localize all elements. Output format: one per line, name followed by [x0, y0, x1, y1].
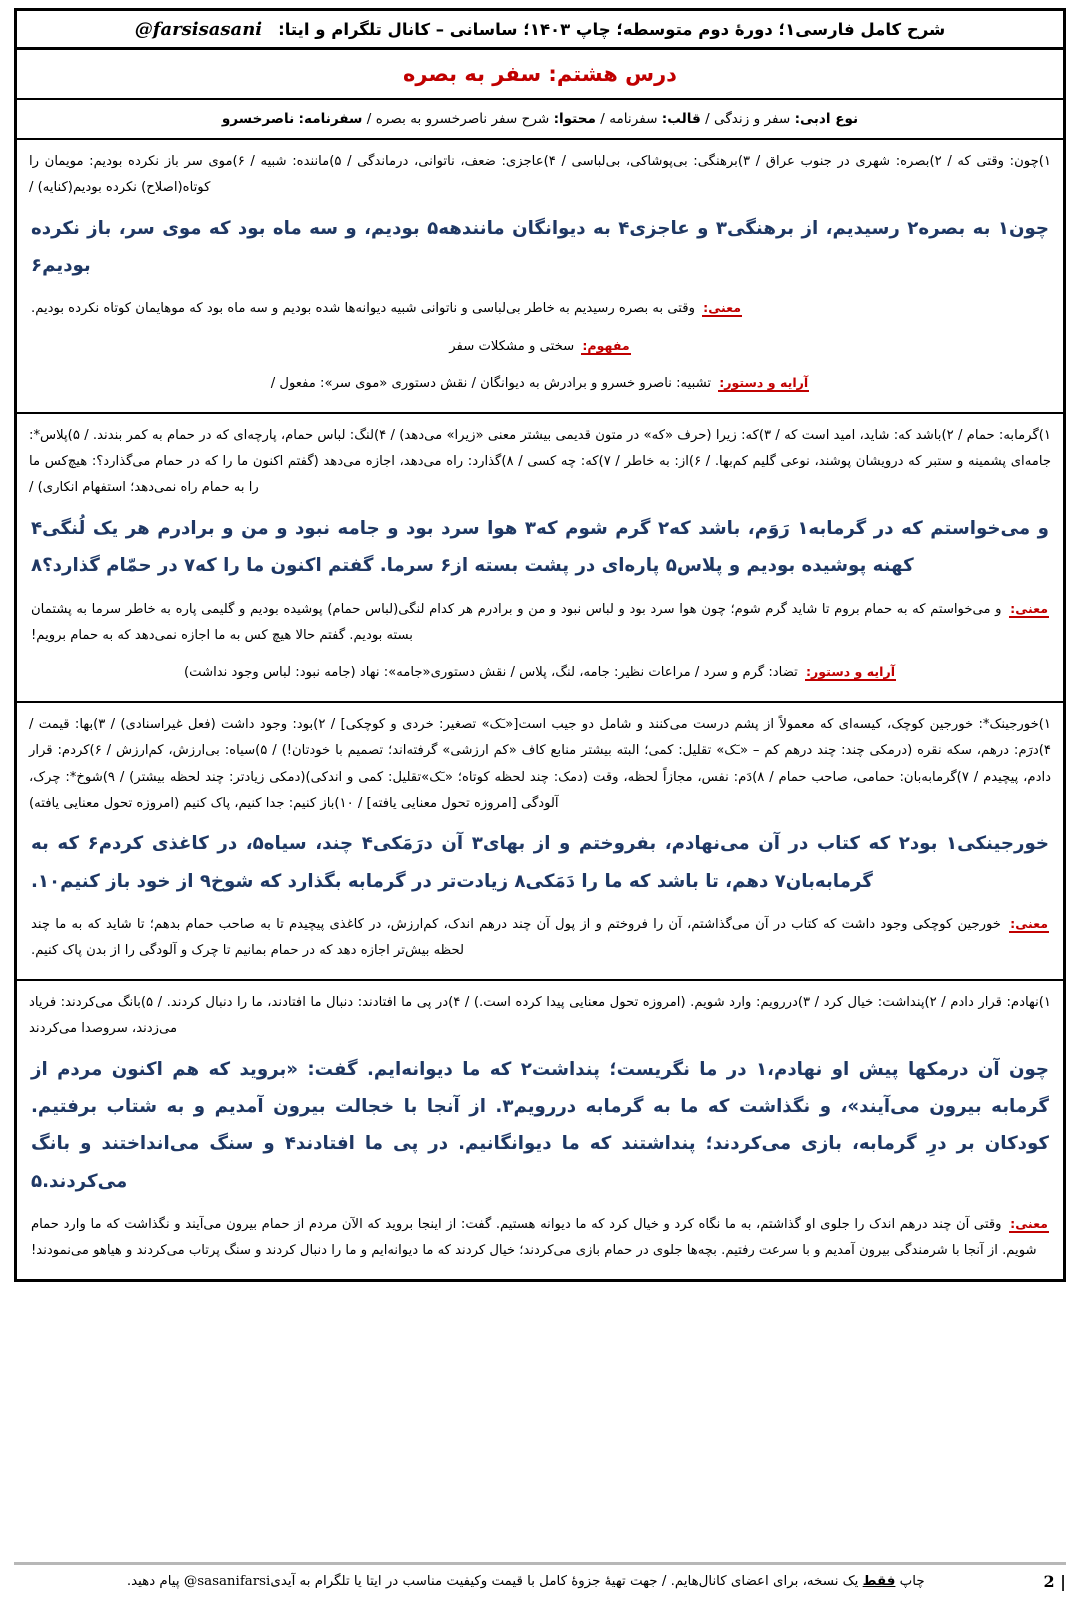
section-arayeh-row [29, 654, 1051, 691]
header-banner [14, 8, 1066, 50]
section-glossary-notes: ۱)گرمابه: حمام / ۲)باشد که: شاید، امید است که / ۳)که: زیرا (حرف «که» در متون قدیمی بیشتر معنی «زیرا» می‌دهد) / ۴)لنگ: لباس حمام، پارچه‌ای که در حمام به کمر بندند. / ۵)پلاس*: جامه‌ای پشمینه و ستبر که درویشان پوشند، نوعی گلیم کم‌بها. / ۶)از: به خاطر / ۷)که: چه کسی / ۸)گذارد: راه می‌دهد، اجازه می‌دهد (گفتم اکنون ما را که در حمام می‌گذارد؟: هیچ‌کس ما را به حمام راه نمی‌دهد؛ استفهام انکاری) / [29, 427, 1052, 496]
page-footer [14, 1562, 1066, 1591]
section-meaning-row [29, 1206, 1051, 1270]
footer-note [14, 1574, 1037, 1589]
lesson-title-row [17, 50, 1063, 100]
literary-type-label: نوع ادبی: [794, 111, 859, 127]
section-meaning-row [29, 906, 1051, 970]
book-label: سفرنامه: [298, 111, 363, 127]
section-main-text: چون۱ به بصره۲ رسیدیم، از برهنگی۳ و عاجزی۴ به دیوانگان مانندهه۵ بودیم، و سه ماه بود که موی سر، باز نکرده بودیم۶ [31, 217, 1049, 277]
arayeh-label: آرایه و دستور: [806, 664, 896, 680]
section-main-text: و می‌خواستم که در گرمابه۱ رَوَم، باشد که۲ گرم شوم که۳ هوا سرد بود و جامه نبود و من و برادرم هر یک لُنگی۴ کهنه پوشیده بودیم و پلاس۵ پاره‌ای در پشت بسته از۶ سرما. گفتم اکنون ما را که۷ در حمّام گذارد؟۸ [31, 517, 1049, 577]
section-main-text: چون آن درمکها پیش او نهادم،۱ در ما نگریست؛ پنداشت۲ که ما دیوانه‌ایم. گفت: «بروید که هم اکنون مردم از گرمابه بیرون می‌آیند»، و نگذاشت که ما به گرمابه دررویم۳. از آنجا با خجالت بیرون آمدیم و به شتاب برفتیم. کودکان بر درِ گرمابه، بازی می‌کردند؛ پنداشتند که ما دیوانگانیم. در پی ما افتادند۴ و سنگ می‌انداختند و بانگ می‌کردند.۵ [31, 1058, 1049, 1192]
form-label: قالب: [661, 111, 701, 127]
footer-text-end: پیام دهید. [126, 1574, 180, 1589]
section-meaning-text: خورجین کوچکی وجود داشت که کتاب در آن می‌گذاشتم، آن را فروختم و از پول آن چند درهم اندک، کم‌ارزش، در کاغذی پیچیدم تا به صاحب حمام بدهم؛ تا شاید که به ما چند لحظه بیش‌تر اجازه دهد که در حمام بمانیم تا چرک و آلودگی را از بدن پاک کنیم. [31, 916, 1001, 959]
meta-sep-2: / [600, 111, 605, 127]
meta-sep-1: / [705, 111, 710, 127]
meta-sep-3: / [366, 111, 372, 127]
meaning-label: معنی: [1010, 915, 1048, 931]
meaning-label: معنی: [1010, 1215, 1048, 1231]
section-arayeh-text: تضاد: گرم و سرد / مراعات نظیر: جامه، لنگ، پلاس / نقش دستوری«جامه»: نهاد (جامه نبود: لباس وجود نداشت) [183, 665, 798, 681]
lesson-section [17, 414, 1063, 703]
book-value: ناصرخسرو [221, 111, 295, 127]
section-main-text: خورجینکی۱ بود۲ که کتاب در آن می‌نهادم، بفروختم و از بهای۳ آن درَمَکی۴ چند، سیاه۵، در کاغذی کردم۶ که به گرمابه‌بان۷ دهم، تا باشد که ما را دَمَکی۸ زیادت‌تر در گرمابه بگذارد که شوخ۹ از خود باز کنیم۱۰. [31, 833, 1049, 892]
document-body-frame [14, 50, 1066, 1282]
footer-text-before: چاپ [899, 1574, 925, 1589]
section-glossary-notes: ۱)نهادم: قرار دادم / ۲)پنداشت: خیال کرد / ۳)دررویم: وارد شویم. (امروزه تحول معنایی پیدا کرده است.) / ۴)در پی ما افتادند: دنبال ما افتادند، ما را دنبال کردند. / ۵)بانگ می‌کردند: فریاد می‌زدند، سروصدا می‌کردند [29, 994, 1051, 1037]
lesson-section [17, 981, 1063, 1279]
section-meaning-text: وقتی آن چند درهم اندک را جلوی او گذاشتم، به ما نگاه کرد و خیال کرد که ما دیوانه هستیم. گفت: از اینجا بروید که الآن مردم از حمام بیرون می‌آیند و نگذاشت که ما وارد حمام شویم. از آنجا با شرمندگی بیرون آمدیم و با سرعت رفتیم. بچه‌ها جلوی در حمام بازی می‌کردند؛ خیال کردند که ما دیوانه‌ایم و ما را دنبال کردند و سنگ پرتاب می‌کردند و هیاهو می‌نمودند! [31, 1216, 1037, 1259]
section-glossary-notes: ۱)خورجینک*: خورجین کوچک، کیسه‌ای که معمولاً از پشم درست می‌کنند و شامل دو جیب است[«ـَک» تصغیر: خردی و کوچکی] / ۲)بود: وجود داشت (فعل غیراسنادی) / ۳)بها: قیمت / ۴)درَم: درهم، سکه نقره (درمکی چند: چند درهم کم – «ـَک» تقلیل: کمی؛ البته بیشتر منابع کاف «کم ارزشی» گرفته‌اند؛ تصمیم با خودتان!) / ۵)سیاه: بی‌ارزش، کم‌ارزش / ۶)کردم: قرار دادم، پیچیدم / ۷)گرمابه‌بان: حمامی، صاحب حمام / ۸)دَم: نفس، مجازاً لحظه، وقت (دمک: چند لحظه کوتاه؛ «ـَک»تقلیل: کمی و اندکی)(دمکی زیادتر: چند لحظه بیشتر) / ۹)شوخ*: چرک، آلودگی [امروزه تحول معنایی یافته] / ۱۰)باز کنیم: جدا کنیم، پاک کنیم (امروزه تحول معنایی یافته) [29, 716, 1052, 811]
footer-telegram-handle: @sasanifarsi [183, 1574, 271, 1589]
content-value: شرح سفر ناصرخسرو به بصره [375, 111, 550, 127]
form-value: سفرنامه [609, 111, 658, 127]
section-arayeh-text: تشبیه: ناصرو خسرو و برادرش به دیوانگان / نقش دستوری «موی سر»: مفعول / [270, 376, 712, 392]
section-arayeh-row [29, 365, 1051, 402]
footer-emphasis-only: فقط [862, 1574, 896, 1589]
lesson-title: درس هشتم: سفر به بصره [403, 62, 677, 86]
meaning-label: معنی: [1010, 600, 1048, 616]
section-mafhum-row [29, 328, 1051, 365]
footer-text-after: یک نسخه، برای اعضای کانال‌هایم. / جهت تهیهٔ جزوهٔ کامل با قیمت وکیفیت مناسب در ایتا یا تلگرام به آیدی [270, 1574, 859, 1589]
section-meaning-row [29, 591, 1051, 655]
lesson-section [17, 703, 1063, 981]
meaning-label: معنی: [703, 300, 741, 316]
section-glossary-notes: ۱)چون: وقتی که / ۲)بصره: شهری در جنوب عراق / ۳)برهنگی: بی‌پوشاکی، بی‌لباسی / ۴)عاجزی: ضعف، ناتوانی، درماندگی / ۵)ماننده: شبیه / ۶)موی سر باز نکرده بودیم: مویمان را کوتاه(اصلاح) نکرده بودیم(کنایه) / [29, 154, 1051, 196]
section-mafhum-text: سختی و مشکلات سفر [449, 338, 575, 354]
section-meaning-text: و می‌خواستم که به حمام بروم تا شاید گرم شوم؛ چون هوا سرد بود و لباس نبود و من و برادرم هر کدام لنگی(لباس حمام) پوشیده بودیم و گلیمی پاره به خاطر سرما به پشتمان بسته بودیم. گفتم حالا هیچ کس به ما اجازه نمی‌دهد که به حمام برویم! [31, 601, 1002, 643]
literary-type-value: سفر و زندگی [713, 111, 791, 127]
content-label: محتوا: [553, 111, 596, 127]
header-title: شرح کامل فارسی۱؛ دورهٔ دوم متوسطه؛ چاپ ۱۴۰۳؛ ساسانی – کانال تلگرام و ایتا: [278, 19, 946, 39]
arayeh-label: آرایه و دستور: [719, 375, 809, 391]
mafhum-label: مفهوم: [582, 337, 630, 353]
section-meaning-text: وقتی به بصره رسیدیم به خاطر بی‌لباسی و ناتوانی شبیه دیوانه‌ها شده بودیم و سه ماه بود که موهایمان کوتاه نکرده بودیم. [31, 301, 695, 317]
lesson-section [17, 140, 1063, 414]
lesson-metadata-row [17, 100, 1063, 140]
section-meaning-row [29, 290, 1051, 327]
header-telegram-handle: @farsisasani [134, 18, 263, 40]
page-number: 2 | [1043, 1572, 1066, 1591]
